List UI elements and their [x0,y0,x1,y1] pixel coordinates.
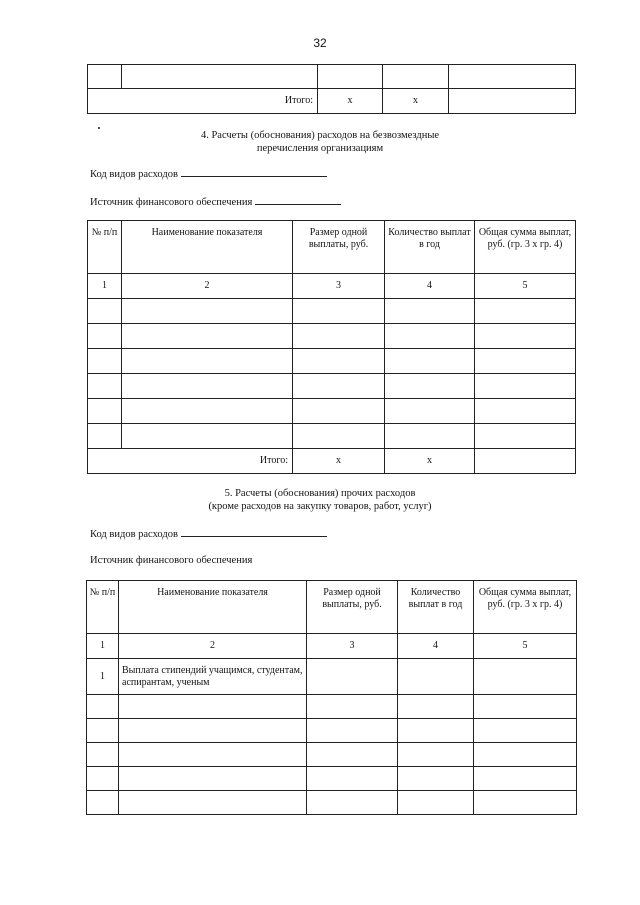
header-cell: Наименование показателя [119,581,307,634]
page-number: 32 [313,36,327,50]
section4-code-line[interactable] [181,167,327,177]
table-cell [122,399,293,424]
table-cell [474,743,577,767]
column-number: 4 [385,274,475,299]
header-cell: Общая сумма выплат, руб. (гр. 3 х гр. 4) [474,581,577,634]
table-cell [475,374,576,399]
table-cell [307,659,398,695]
total-row [88,89,576,114]
table-cell [307,695,398,719]
table-cell [293,324,385,349]
table-cell [293,399,385,424]
section4-heading-line2: перечисления организациям [256,143,384,154]
section5-code-field [90,527,327,540]
column-number: 5 [475,274,576,299]
table-cell [474,659,577,695]
table-row [88,374,576,399]
header-row [88,221,576,274]
table-cell [122,374,293,399]
column-number: 4 [398,634,474,659]
table-cell [119,791,307,815]
table-cell [88,324,122,349]
section4-heading-line1: 4. Расчеты (обоснования) расходов на безвозмездные [200,130,440,141]
header-cell: Размер одной выплаты, руб. [307,581,398,634]
table-cell [88,399,122,424]
table-cell [88,424,122,449]
table-cell [398,791,474,815]
table-cell [475,299,576,324]
table-cell [385,324,475,349]
section4-source-line[interactable] [255,195,341,205]
section5-heading-line2: (кроме расходов на закупку товаров, работ, услуг) [208,501,432,512]
table-cell [88,374,122,399]
table-cell [398,695,474,719]
table-cell [449,65,576,89]
table-row [87,695,577,719]
total-mark: x [318,89,383,114]
table-cell [119,695,307,719]
table-cell [398,719,474,743]
table-cell [474,695,577,719]
section4-source-label: Источник финансового обеспечения [90,197,253,208]
section5-code-line[interactable] [181,527,327,537]
table-row [88,65,576,89]
header-cell: № п/п [88,221,122,274]
table-row [88,424,576,449]
header-cell: Наименование показателя [122,221,293,274]
table-cell [385,374,475,399]
table-cell [385,299,475,324]
table-cell [474,791,577,815]
column-number: 2 [119,634,307,659]
table-cell [119,743,307,767]
row-name: Выплата стипендий учащимся, студентам, аспирантам, ученым [119,659,307,695]
total-label: Итого: [88,89,318,114]
section5-source-field [90,555,252,566]
table-cell [307,767,398,791]
table-row [87,719,577,743]
table-cell [293,374,385,399]
row-number: 1 [87,659,119,695]
table-cell [88,299,122,324]
total-mark: x [383,89,449,114]
section4-heading [0,129,640,155]
table-cell [449,89,576,114]
column-number: 1 [88,274,122,299]
table-cell [475,399,576,424]
section4-source-field [90,195,341,208]
table-cell [122,324,293,349]
table-cell [307,791,398,815]
table-row [87,743,577,767]
column-number: 2 [122,274,293,299]
table-row [88,399,576,424]
table-cell [385,399,475,424]
table-cell [318,65,383,89]
table-cell [122,299,293,324]
table-cell [398,767,474,791]
table-cell [475,324,576,349]
header-cell: Количество выплат в год [398,581,474,634]
column-number-row [87,634,577,659]
column-number: 3 [293,274,385,299]
column-number: 3 [307,634,398,659]
table-row [87,767,577,791]
table-row [87,659,577,695]
table-cell [293,299,385,324]
column-number: 1 [87,634,119,659]
header-cell: Количество выплат в год [385,221,475,274]
total-label: Итого: [88,449,293,474]
table-cell [474,767,577,791]
table-cell [87,767,119,791]
header-cell: № п/п [87,581,119,634]
table-cell [383,65,449,89]
section5-heading [0,487,640,513]
header-cell: Размер одной выплаты, руб. [293,221,385,274]
table-cell [119,767,307,791]
section4-table [87,220,576,474]
table-cell [87,695,119,719]
table-row [88,299,576,324]
header-cell: Общая сумма выплат, руб. (гр. 3 х гр. 4) [475,221,576,274]
table-cell [87,719,119,743]
table-cell [475,424,576,449]
table-row [87,791,577,815]
total-mark: x [385,449,475,474]
section4-code-field [90,167,327,180]
table-cell [307,719,398,743]
column-number-row [88,274,576,299]
table-cell [475,449,576,474]
table-cell [122,65,318,89]
table-cell [398,659,474,695]
table-cell [307,743,398,767]
section5-source-label: Источник финансового обеспечения [90,555,253,566]
table-cell [88,65,122,89]
table-row [88,324,576,349]
table-cell [293,349,385,374]
total-row [88,449,576,474]
table-cell [474,719,577,743]
table-row [88,349,576,374]
section5-table [86,580,577,815]
section4-code-label: Код видов расходов [90,169,178,180]
header-row [87,581,577,634]
top-table [87,64,576,114]
column-number: 5 [474,634,577,659]
table-cell [293,424,385,449]
table-cell [87,791,119,815]
table-cell [122,424,293,449]
table-cell [88,349,122,374]
total-mark: x [293,449,385,474]
table-cell [475,349,576,374]
section5-code-label: Код видов расходов [90,529,178,540]
section5-heading-line1: 5. Расчеты (обоснования) прочих расходов [224,488,416,499]
table-cell [87,743,119,767]
table-cell [385,424,475,449]
table-cell [398,743,474,767]
table-cell [119,719,307,743]
table-cell [385,349,475,374]
table-cell [122,349,293,374]
